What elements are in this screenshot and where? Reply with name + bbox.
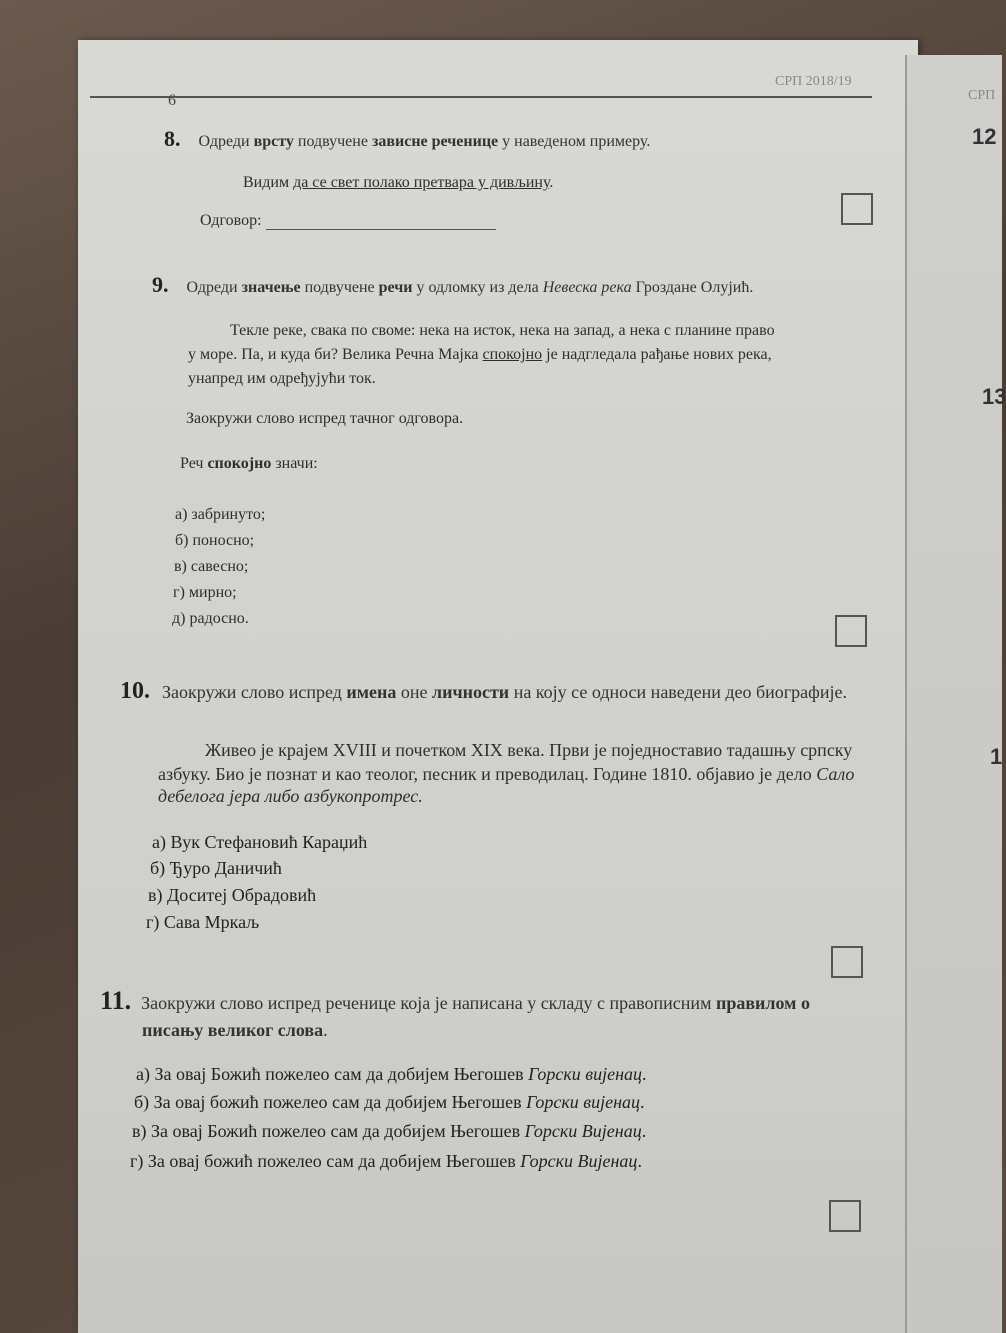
option-a[interactable]: а) забринуто; xyxy=(175,506,266,523)
prompt: Реч спокојно значи: xyxy=(180,455,318,472)
header-rule xyxy=(90,96,872,98)
question-text: Заокружи слово испред имена оне личности на коју се односи наведени део биографије. xyxy=(162,682,847,702)
score-box[interactable] xyxy=(829,1200,861,1232)
question-number: 8. xyxy=(164,126,181,151)
option-b[interactable]: б) Ђуро Даничић xyxy=(150,858,282,878)
score-box[interactable] xyxy=(831,946,863,978)
question-number: 11. xyxy=(100,986,132,1015)
answer-line[interactable]: Одговор: xyxy=(200,212,496,230)
passage-line: у море. Па, и куда би? Велика Речна Мајка спокојно је надгледала рађање нових река, xyxy=(188,346,772,363)
side-number-2: 13 xyxy=(982,384,1006,409)
option-a[interactable]: а) Вук Стефановић Караџић xyxy=(152,832,368,852)
passage-line: Текле реке, свака по своме: нека на исток, нека на запад, а нека с планине право xyxy=(230,322,775,339)
side-number-1: 12 xyxy=(972,124,997,149)
option-b[interactable]: б) За овај божић пожелео сам да добијем Његошев Горски вијенац. xyxy=(134,1092,645,1112)
score-box[interactable] xyxy=(835,615,867,647)
example-sentence: Видим да се свет полако претвара у дивљину. xyxy=(243,174,554,191)
option-d[interactable]: г) Сава Мркаљ xyxy=(146,912,260,932)
score-box[interactable] xyxy=(841,193,873,225)
passage-line: дебелога јера либо азбукопротрес. xyxy=(158,786,423,806)
header-tag: СРП 2018/19 xyxy=(775,74,852,89)
page-number: 6 xyxy=(168,92,176,109)
question-9 xyxy=(152,272,753,298)
instruction: Заокружи слово испред тачног одговора. xyxy=(186,410,464,427)
option-c[interactable]: в) савесно; xyxy=(174,558,249,575)
question-11 xyxy=(100,986,870,1016)
option-d[interactable]: г) За овај божић пожелео сам да добијем Његошев Горски Вијенац. xyxy=(130,1151,642,1171)
question-number: 9. xyxy=(152,272,169,297)
option-d[interactable]: г) мирно; xyxy=(173,584,237,601)
passage-line: Живео је крајем XVIII и почетком XIX века. Први је поједноставио тадашњу српску xyxy=(205,740,853,760)
passage-line: унапред им одређујући ток. xyxy=(188,370,376,387)
question-text: Одреди значење подвучене речи у одломку из дела Невеска река Гроздане Олујић. xyxy=(186,279,754,296)
option-c[interactable]: в) За овај Божић пожелео сам да добијем Његошев Горски Вијенац. xyxy=(132,1121,647,1141)
option-a[interactable]: а) За овај Божић пожелео сам да добијем Његошев Горски вијенац. xyxy=(136,1064,647,1084)
passage-line: азбуку. Био је познат и као теолог, песник и преводилац. Године 1810. објавио је дело Сало xyxy=(158,764,855,784)
question-8 xyxy=(164,126,650,152)
question-text: Заокружи слово испред реченице која је написана у складу с правописним правилом о xyxy=(141,993,810,1013)
next-page-edge xyxy=(905,55,1002,1333)
option-e[interactable]: д) радосно. xyxy=(172,610,249,627)
next-page-tag: СРП xyxy=(968,88,996,103)
side-number-3: 1 xyxy=(990,744,1003,769)
question-text-cont: писању великог слова. xyxy=(142,1020,328,1040)
question-text: Одреди врсту подвучене зависне реченице у наведеном примеру. xyxy=(198,133,651,150)
answer-blank[interactable] xyxy=(266,213,496,230)
option-b[interactable]: б) поносно; xyxy=(175,532,255,549)
question-10 xyxy=(120,678,847,705)
option-c[interactable]: в) Доситеј Обрадовић xyxy=(148,885,317,905)
question-number: 10. xyxy=(120,678,150,704)
